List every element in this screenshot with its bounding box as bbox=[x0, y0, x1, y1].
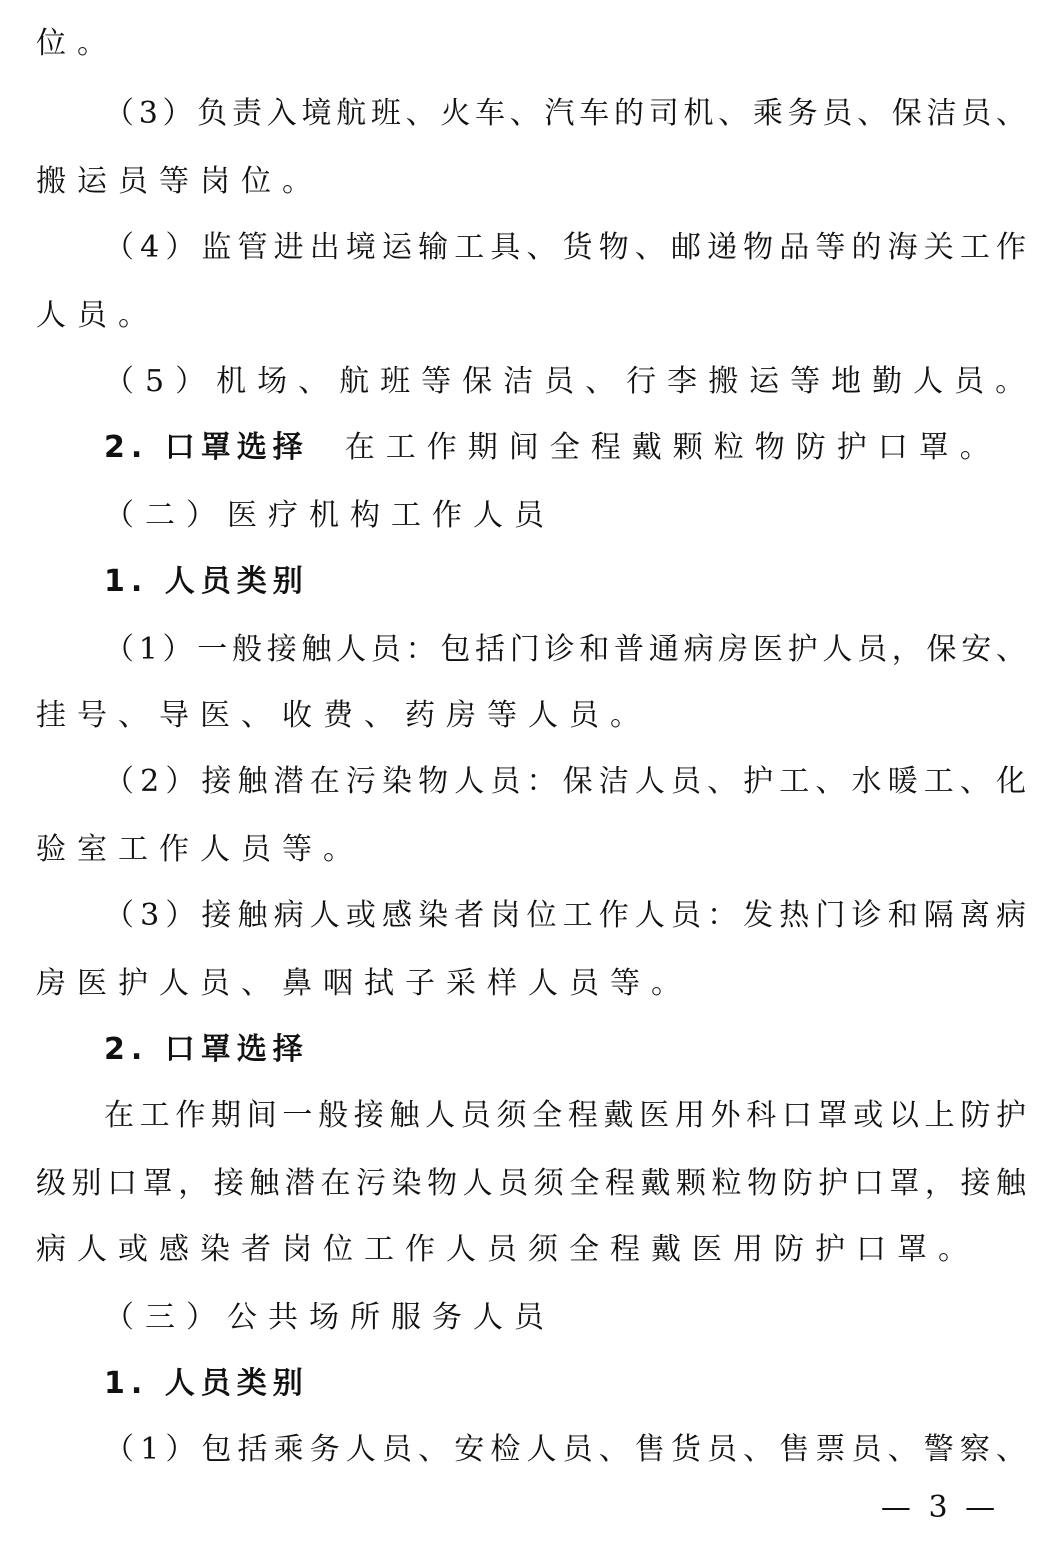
section-heading: 1. 人员类别 bbox=[104, 1366, 309, 1401]
text-line: 验室工作人员等。 bbox=[36, 832, 364, 867]
section-heading: （三）公共场所服务人员 bbox=[104, 1300, 555, 1335]
section-heading: 1. 人员类别 bbox=[104, 564, 309, 599]
text-line: （3）负责入境航班、火车、汽车的司机、乘务员、保洁员、 bbox=[104, 96, 1026, 131]
text-line: （3）接触病人或感染者岗位工作人员：发热门诊和隔离病 bbox=[104, 898, 1026, 933]
text-line: 搬运员等岗位。 bbox=[36, 164, 323, 199]
section-heading: （二）医疗机构工作人员 bbox=[104, 498, 555, 533]
page-number: — 3 — bbox=[880, 1490, 1000, 1525]
text-line: （1）一般接触人员：包括门诊和普通病房医护人员，保安、 bbox=[104, 632, 1026, 667]
text-line: （5）机场、航班等保洁员、行李搬运等地勤人员。 bbox=[104, 364, 1037, 399]
text-line: 在工作期间全程戴颗粒物防护口罩。 bbox=[344, 430, 1001, 465]
text-line: 位。 bbox=[36, 26, 118, 61]
text-line: 级别口罩，接触潜在污染物人员须全程戴颗粒物防护口罩，接触 bbox=[36, 1166, 1026, 1201]
section-heading: 2. 口罩选择 bbox=[104, 1032, 309, 1067]
text-line: （2）接触潜在污染物人员：保洁人员、护工、水暖工、化 bbox=[104, 764, 1026, 799]
text-line: 挂号、导医、收费、药房等人员。 bbox=[36, 698, 651, 733]
text-line: 病人或感染者岗位工作人员须全程戴医用防护口罩。 bbox=[36, 1232, 979, 1267]
text-line: 房医护人员、鼻咽拭子采样人员等。 bbox=[36, 966, 692, 1001]
text-line: 在工作期间一般接触人员须全程戴医用外科口罩或以上防护 bbox=[104, 1098, 1026, 1133]
text-line: （4）监管进出境运输工具、货物、邮递物品等的海关工作 bbox=[104, 230, 1026, 265]
section-heading: 2. 口罩选择 bbox=[104, 430, 309, 465]
mask-selection-line bbox=[104, 428, 1026, 468]
text-line: 人员。 bbox=[36, 298, 159, 333]
text-line: （1）包括乘务人员、安检人员、售货员、售票员、警察、 bbox=[104, 1432, 1026, 1467]
